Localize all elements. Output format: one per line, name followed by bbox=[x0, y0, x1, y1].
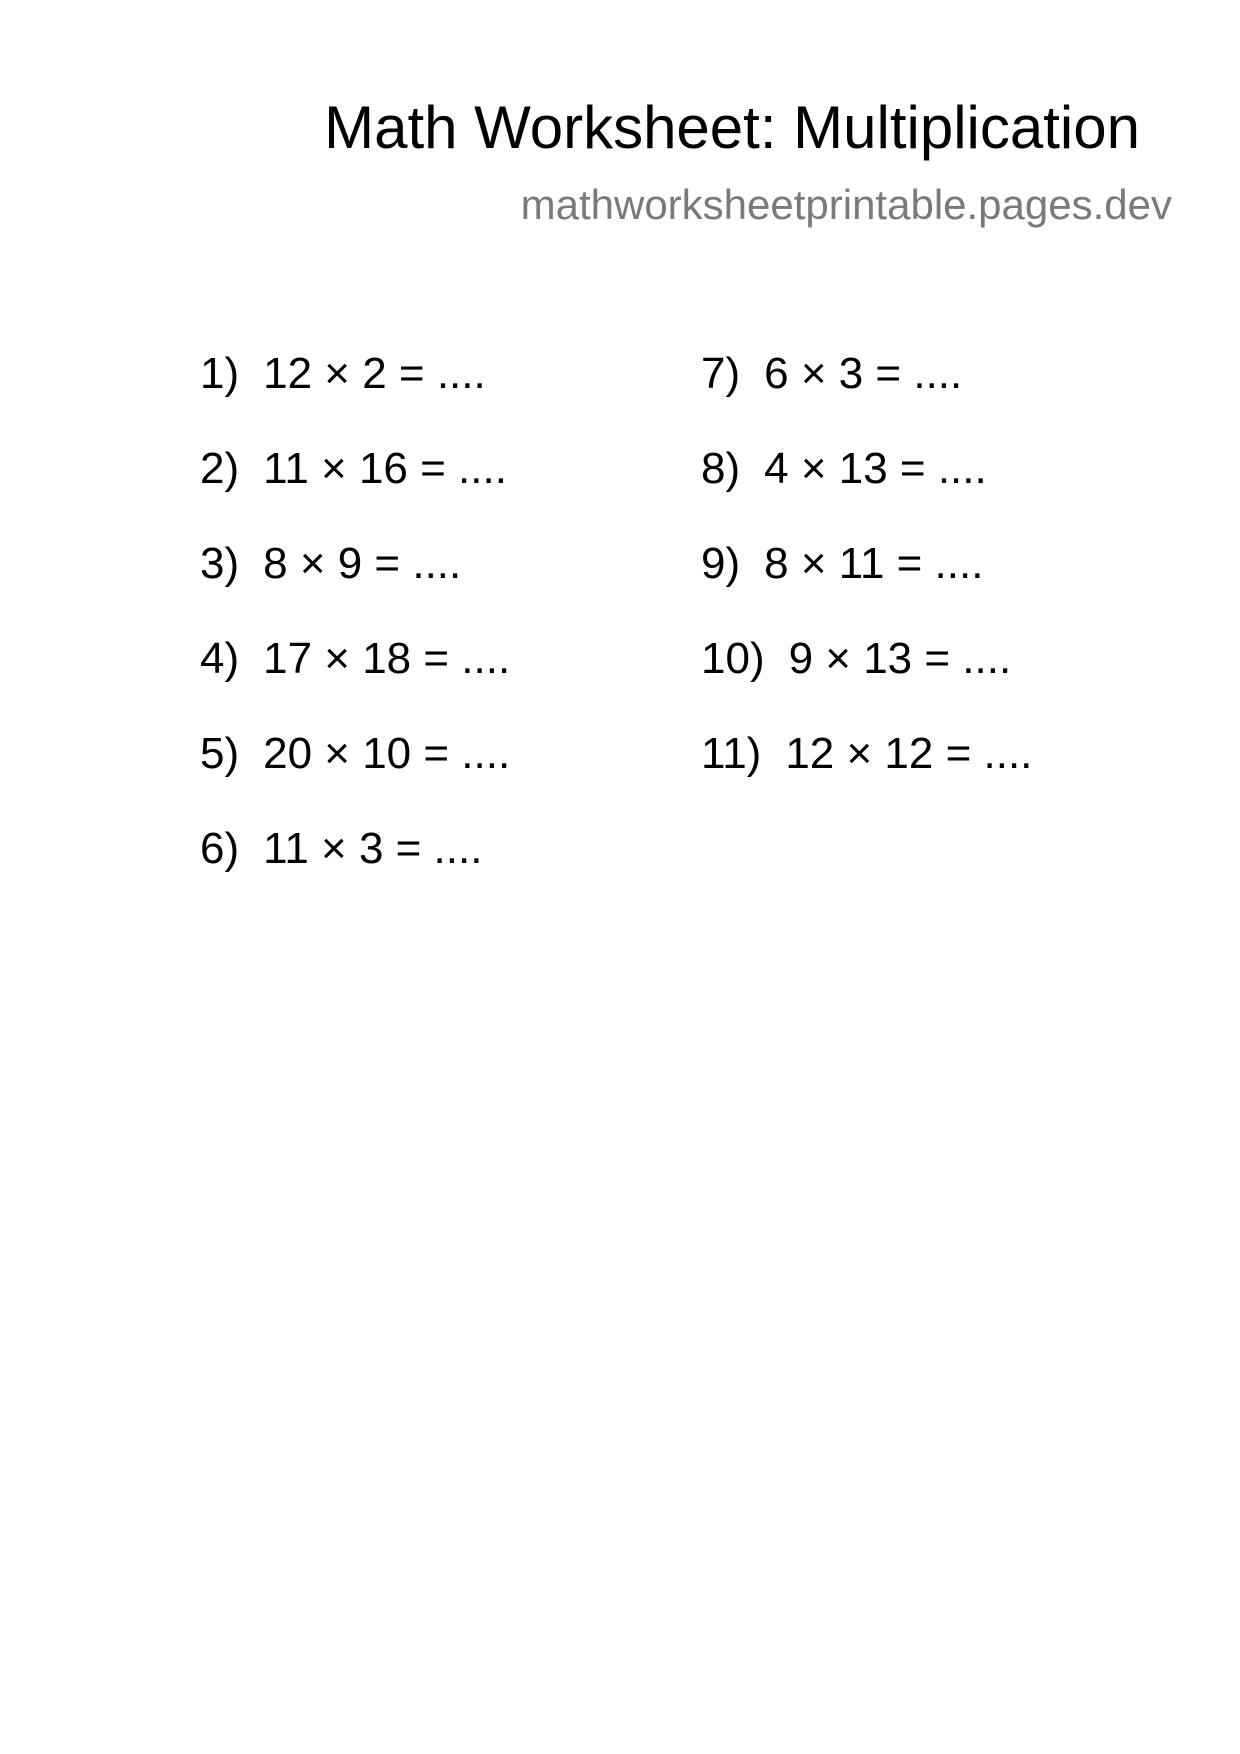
problem-item bbox=[701, 540, 1032, 635]
problem-expression: 6 × 3 = .... bbox=[764, 349, 963, 398]
website-label: mathworksheetprintable.pages.dev bbox=[520, 181, 1172, 228]
problem-item bbox=[200, 350, 510, 445]
problem-item bbox=[200, 445, 510, 540]
problem-item bbox=[200, 825, 510, 920]
problem-column-right bbox=[701, 350, 1032, 825]
page-title: Math Worksheet: Multiplication bbox=[324, 94, 1140, 161]
problem-expression: 8 × 11 = .... bbox=[764, 539, 984, 588]
problem-number: 4) bbox=[200, 634, 240, 683]
problem-number: 10) bbox=[701, 634, 765, 683]
problem-number: 11) bbox=[701, 729, 762, 778]
problem-expression: 17 × 18 = .... bbox=[263, 634, 511, 683]
problem-expression: 12 × 2 = .... bbox=[263, 349, 486, 398]
problem-expression: 9 × 13 = .... bbox=[788, 634, 1012, 683]
problem-item bbox=[200, 730, 510, 825]
problem-item bbox=[701, 635, 1032, 730]
problem-column-left bbox=[200, 350, 510, 920]
problem-item bbox=[701, 350, 1032, 445]
problem-number: 6) bbox=[200, 824, 240, 873]
problem-expression: 4 × 13 = .... bbox=[764, 444, 987, 493]
problem-item bbox=[701, 445, 1032, 540]
problem-expression: 11 × 16 = .... bbox=[263, 444, 507, 493]
problem-expression: 12 × 12 = .... bbox=[785, 729, 1033, 778]
problem-number: 1) bbox=[200, 349, 240, 398]
problem-number: 8) bbox=[701, 444, 741, 493]
problem-item bbox=[200, 540, 510, 635]
worksheet-header bbox=[0, 0, 1240, 260]
problem-expression: 11 × 3 = .... bbox=[263, 824, 483, 873]
problem-number: 2) bbox=[200, 444, 240, 493]
problem-item bbox=[701, 730, 1032, 825]
problem-item bbox=[200, 635, 510, 730]
problem-number: 9) bbox=[701, 539, 741, 588]
problem-expression: 8 × 9 = .... bbox=[263, 539, 462, 588]
problem-number: 5) bbox=[200, 729, 240, 778]
problem-number: 7) bbox=[701, 349, 741, 398]
problem-expression: 20 × 10 = .... bbox=[263, 729, 511, 778]
problem-number: 3) bbox=[200, 539, 240, 588]
